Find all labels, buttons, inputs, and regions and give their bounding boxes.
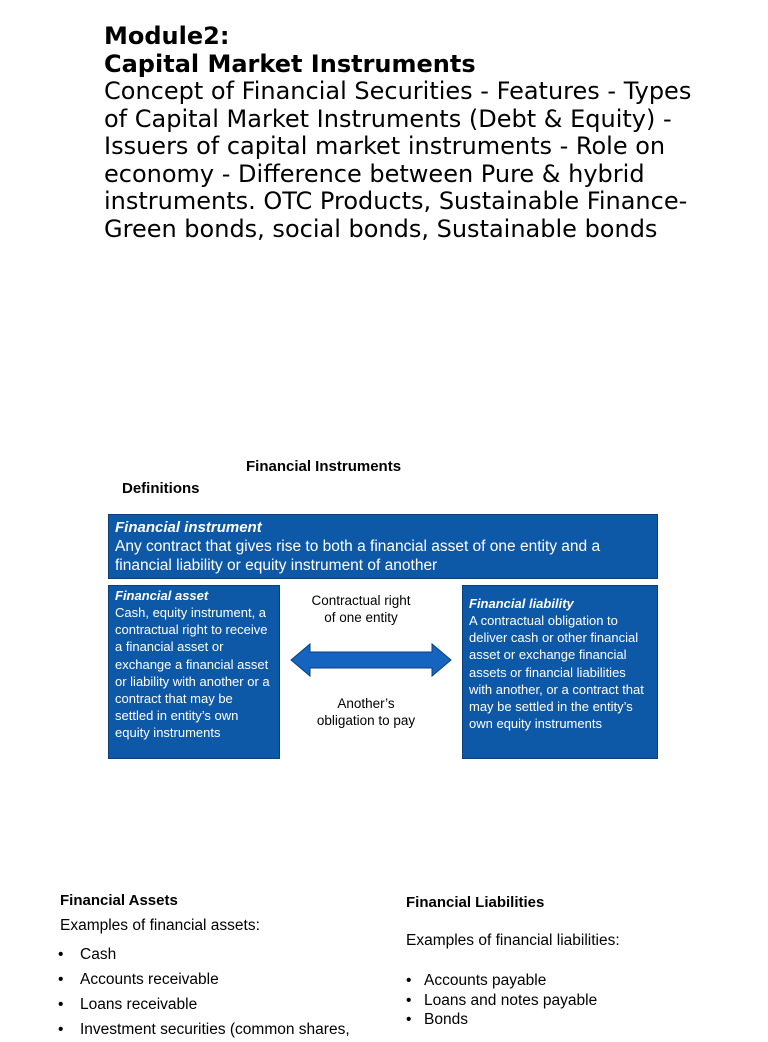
financial-liability-title: Financial liability [469, 596, 574, 611]
financial-assets-list [58, 942, 378, 1042]
definitions-label: Definitions [122, 480, 200, 497]
bullet-icon: • [406, 972, 412, 989]
bullet-icon: • [58, 1021, 64, 1038]
financial-liabilities-heading: Financial Liabilities [406, 894, 545, 911]
list-item-text: Accounts payable [424, 972, 547, 989]
list-item-text: Investment securities (common shares, [80, 1021, 350, 1038]
list-item-text: Cash [80, 946, 117, 963]
obligation-label: Another’s obligation to pay [316, 696, 416, 728]
list-item [58, 992, 378, 1017]
list-item [58, 967, 378, 992]
double-arrow-shape [291, 644, 451, 676]
bullet-icon: • [406, 1011, 412, 1028]
bullet-icon: • [58, 946, 64, 963]
financial-instrument-text: Any contract that gives rise to both a financial asset of one entity and a financial liability or equity instrument of another [115, 538, 601, 574]
financial-liabilities-intro: Examples of financial liabilities: [406, 932, 620, 949]
contractual-right-label: Contractual right of one entity [311, 593, 411, 625]
bullet-icon: • [58, 971, 64, 988]
diagram-title: Financial Instruments [246, 458, 402, 475]
financial-asset-title: Financial asset [115, 588, 209, 603]
financial-asset-text: Cash, equity instrument, a contractual right to receive a financial asset or exchange a financial asset or liability with another or a contract that may be settled in entity’s own equity instruments [115, 605, 270, 741]
double-arrow-icon [290, 642, 452, 678]
financial-instrument-box [108, 514, 658, 579]
list-item [406, 991, 746, 1011]
list-item [58, 942, 378, 967]
module-header [104, 22, 704, 243]
list-item [58, 1017, 378, 1042]
financial-assets-intro: Examples of financial assets: [60, 917, 260, 934]
financial-liability-text: A contractual obligation to deliver cash or other financial asset or exchange financial assets or financial liabilities with another, or a contract that may be settled in the entity’s own equity instruments [469, 613, 644, 732]
list-item [406, 971, 746, 991]
bullet-icon: • [406, 991, 412, 1009]
list-item-text: Loans receivable [80, 996, 198, 1013]
list-item-text: Loans and notes payable [424, 991, 598, 1009]
list-item [406, 1010, 746, 1030]
financial-assets-heading: Financial Assets [60, 892, 178, 909]
bullet-icon: • [58, 996, 64, 1013]
financial-instrument-title: Financial instrument [115, 519, 262, 536]
list-item-text: Bonds [424, 1011, 468, 1028]
module-number: Module2: [104, 22, 230, 50]
module-title: Capital Market Instruments [104, 50, 476, 78]
financial-asset-box [108, 585, 280, 759]
financial-liabilities-list [406, 971, 746, 1030]
financial-liability-box [462, 585, 658, 759]
list-item-text: Accounts receivable [80, 971, 219, 988]
module-description: Concept of Financial Securities - Features - Types of Capital Market Instruments (Debt & Equity) - Issuers of capital market instruments - Role on economy - Difference between Pure & hybrid instruments. OTC Products, Sustainable Finance-Green bonds, social bonds, Sustainable bonds [104, 77, 692, 243]
